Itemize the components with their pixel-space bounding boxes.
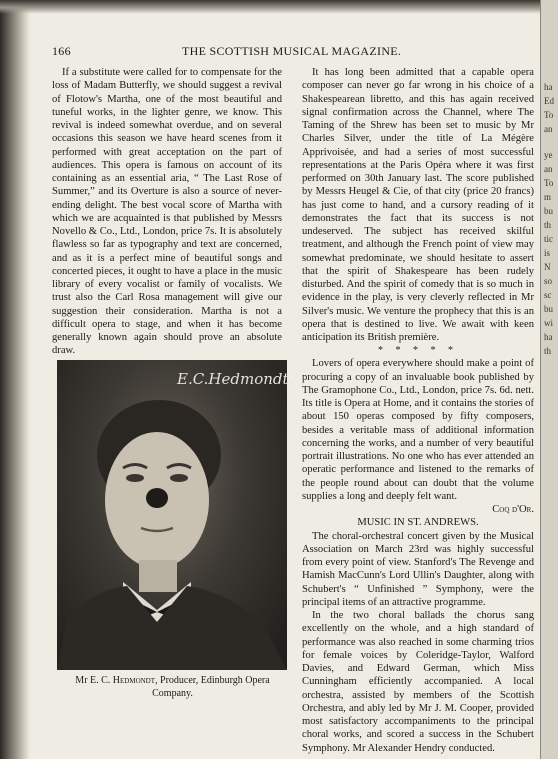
adjacent-fragment: sc — [544, 290, 552, 300]
adjacent-fragment: ye — [544, 150, 553, 160]
left-eye — [126, 474, 144, 482]
neck — [139, 560, 177, 592]
adjacent-fragment: an — [544, 164, 553, 174]
caption-rest: , Producer, Edinburgh Opera Company. — [152, 675, 270, 699]
left-column — [52, 66, 282, 360]
page-number: 166 — [52, 44, 71, 58]
adjacent-fragment: bu — [544, 206, 553, 216]
page-top-edge — [0, 0, 557, 14]
adjacent-fragment: bu — [544, 304, 553, 314]
running-title: THE SCOTTISH MUSICAL MAGAZINE. — [182, 44, 402, 58]
caption-prefix: Mr E. C. — [75, 675, 113, 686]
autograph-signature: E.C.Hedmondt. — [177, 370, 294, 388]
adjacent-fragment: an — [544, 124, 553, 134]
adjacent-fragment: tic — [544, 234, 553, 244]
photo-caption — [60, 675, 285, 700]
adjacent-page-edge — [540, 0, 558, 759]
nose-mark — [146, 488, 168, 508]
adjacent-fragment: m — [544, 192, 552, 202]
section-divider-stars-right: * * * * * — [378, 345, 458, 357]
adjacent-fragment: ha — [544, 82, 553, 92]
adjacent-fragment: ha — [544, 332, 553, 342]
page-header — [52, 44, 534, 58]
shrew-paragraph: It has long been admitted that a capable opera composer can never go far wrong in his choice of a Shakespearean libretto, and this has again received signal confirmation across the Channel, where The Taming of the Shrew has been set to music by Mr Charles Silver, under the title of La Mégère Apprivoisée, and had a series of most successful representations at the Paris Opéra where it was first performed on 30th January last. The score published by Messrs Heugel & Cie, of that city (price 20 francs) has just come to hand, and a cursory reading of it demonstrates the fact that its success is not undeserved. The subject has received skilful treatment, and although the French point of view may somewhat predominate, we should hesitate to assert that the spirit of Shakespeare has been rudely disturbed. And the spirit of comedy that is so much in evidence in the play, is very cleverly reflected in Mr Silver's music. We venture the prophecy that this is an opera that is destined to live. We await with keen anticipation its British première. — [302, 67, 534, 343]
portrait-photo — [57, 360, 294, 670]
right-eye — [170, 474, 188, 482]
st-andrews-paragraph-1: The choral-orchestral concert given by the Musical Association on March 23rd was highly successful from every point of view. Stanford's The Revenge and Hamish MacCunn's Lord Ullin's Daughter, along with Schubert's “ Unfinished ” Symphony, were the principal items of an attractive programme. — [302, 530, 534, 608]
adjacent-fragment: th — [544, 346, 552, 356]
adjacent-fragment: To — [544, 110, 554, 120]
right-column — [302, 66, 534, 754]
martha-paragraph: If a substitute were called for to compensate for the loss of Madam Butterfly, we should suggest a revival of Flotow's Martha, one of the most beautiful and tuneful works, in the lighter genre, we know. This revival is indeed somewhat overdue, and on several occasions this season we have heard scenes from it performed with great acceptation on the part of audiences. This opera is famous on account of its containing as an essential aria, “ The Last Rose of Summer,” and its Overture is also a source of never-ending delight. The best vocal score of Martha with which we are acquainted is that published by Messrs Novello & Co., Ltd., London, price 7s. It is absolutely flawless so far as typography and text are concerned, and as it is a perfect mine of beautiful songs and concerted pieces, it ought to have a place in the music library of every vocalist or family of vocalists. We trust also the Carl Rosa management will give our suggestion their consideration. Martha is not a difficult opera to stage, and when it has become generally known again should prove an absolute draw. — [52, 67, 282, 357]
st-andrews-paragraph-2: In the two choral ballads the chorus sang excellently on the whole, and a high standard of performance was also reached in some charming trios for female voices by Coleridge-Taylor, Walford Davies, and Edward German, which Miss Cunningham efficiently accompanied. A local orchestra, assisted by members of the Scottish Orchestra, and ably led by Mr J. M. Cooper, provided most satisfactory accompaniments to the principal choral works, and scored a success in the Schubert Symphony. Mr Alexander Hendry conducted. — [302, 610, 534, 754]
adjacent-fragment: is — [544, 248, 551, 258]
binding-shadow — [0, 0, 30, 759]
section-heading: MUSIC IN ST. ANDREWS. — [357, 517, 479, 529]
caption-name: Hedmondt — [112, 675, 156, 686]
gramophone-paragraph: Lovers of opera everywhere should make a point of procuring a copy of an invaluable book published by The Gramophone Co., Ltd., London, price 7s. 6d. nett. Its title is Opera at Home, and it contains the stories of about 150 operas composed by fifty composers, besides a veritable mass of additional information concerning the works, and a number of very beautiful portrait illustrations. No one who has ever attended an operatic performance and listened to the remarks of the people round about can doubt that the volume supplies a long and deeply felt want. — [302, 358, 534, 502]
portrait-illustration — [57, 360, 294, 670]
adjacent-fragment: so — [544, 276, 553, 286]
adjacent-fragment: To — [544, 178, 554, 188]
adjacent-fragment: Ed — [544, 96, 554, 106]
adjacent-fragment: wi — [544, 318, 553, 328]
adjacent-fragment: N — [544, 262, 551, 272]
adjacent-fragment: th — [544, 220, 552, 230]
author-signature: Coq d'Or. — [492, 504, 534, 515]
